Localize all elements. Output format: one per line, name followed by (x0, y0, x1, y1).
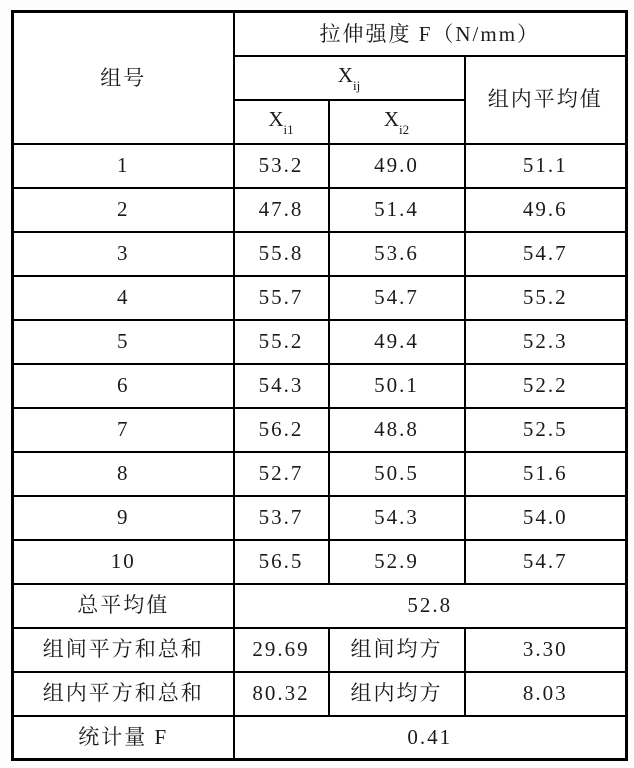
x2-cell: 51.4 (329, 188, 465, 232)
x2-cell: 54.3 (329, 496, 465, 540)
mean-cell: 54.7 (465, 540, 627, 584)
x2-cell: 48.8 (329, 408, 465, 452)
within-group-row (13, 672, 627, 716)
table-row (13, 540, 627, 584)
table-row (13, 496, 627, 540)
x2-cell: 49.0 (329, 144, 465, 188)
x1-cell: 54.3 (234, 364, 329, 408)
mean-cell: 54.0 (465, 496, 627, 540)
table-row (13, 408, 627, 452)
xij-sub: ij (352, 77, 361, 93)
header-group-mean: 组内平均值 (465, 56, 627, 144)
group-cell: 1 (13, 144, 234, 188)
table-row (13, 320, 627, 364)
x1-cell: 47.8 (234, 188, 329, 232)
group-cell: 2 (13, 188, 234, 232)
x1-cell: 53.2 (234, 144, 329, 188)
mean-cell: 54.7 (465, 232, 627, 276)
table-row (13, 452, 627, 496)
between-ss-label: 组间平方和总和 (13, 628, 234, 672)
mean-cell: 52.5 (465, 408, 627, 452)
x1-cell: 56.5 (234, 540, 329, 584)
tensile-strength-anova-table (11, 10, 628, 761)
table-row (13, 232, 627, 276)
mean-cell: 55.2 (465, 276, 627, 320)
x1-cell: 52.7 (234, 452, 329, 496)
header-xi1 (234, 100, 329, 144)
x1-cell: 56.2 (234, 408, 329, 452)
group-cell: 4 (13, 276, 234, 320)
between-ms-label: 组间均方 (329, 628, 465, 672)
grand-mean-row (13, 584, 627, 628)
within-ss-value: 80.32 (234, 672, 329, 716)
x2-cell: 50.1 (329, 364, 465, 408)
x2-cell: 53.6 (329, 232, 465, 276)
group-cell: 7 (13, 408, 234, 452)
x1-cell: 53.7 (234, 496, 329, 540)
group-cell: 3 (13, 232, 234, 276)
xi1-sub: i1 (283, 121, 294, 137)
mean-cell: 51.1 (465, 144, 627, 188)
x2-cell: 52.9 (329, 540, 465, 584)
table-row (13, 144, 627, 188)
within-ss-label: 组内平方和总和 (13, 672, 234, 716)
f-stat-label: 统计量 F (13, 716, 234, 760)
x2-cell: 49.4 (329, 320, 465, 364)
group-cell: 10 (13, 540, 234, 584)
x1-cell: 55.7 (234, 276, 329, 320)
f-stat-value: 0.41 (234, 716, 627, 760)
between-ss-value: 29.69 (234, 628, 329, 672)
group-cell: 6 (13, 364, 234, 408)
group-cell: 9 (13, 496, 234, 540)
mean-cell: 51.6 (465, 452, 627, 496)
mean-cell: 49.6 (465, 188, 627, 232)
grand-mean-label: 总平均值 (13, 584, 234, 628)
group-cell: 5 (13, 320, 234, 364)
header-xij (234, 56, 465, 100)
x2-cell: 54.7 (329, 276, 465, 320)
table-row (13, 188, 627, 232)
header-xi2 (329, 100, 465, 144)
x1-cell: 55.8 (234, 232, 329, 276)
header-group-number: 组号 (13, 12, 234, 144)
x1-cell: 55.2 (234, 320, 329, 364)
xi1-base: X (268, 107, 284, 132)
between-ms-value: 3.30 (465, 628, 627, 672)
mean-cell: 52.2 (465, 364, 627, 408)
within-ms-label: 组内均方 (329, 672, 465, 716)
mean-cell: 52.3 (465, 320, 627, 364)
header-row-1 (13, 12, 627, 56)
f-statistic-row (13, 716, 627, 760)
between-group-row (13, 628, 627, 672)
xi2-sub: i2 (399, 121, 410, 137)
xij-base: X (337, 63, 353, 88)
table-row (13, 364, 627, 408)
table-row (13, 276, 627, 320)
xi2-base: X (383, 107, 400, 132)
x2-cell: 50.5 (329, 452, 465, 496)
within-ms-value: 8.03 (465, 672, 627, 716)
grand-mean-value: 52.8 (234, 584, 627, 628)
header-tensile-strength: 拉伸强度 F（N/mm） (234, 12, 627, 56)
group-cell: 8 (13, 452, 234, 496)
